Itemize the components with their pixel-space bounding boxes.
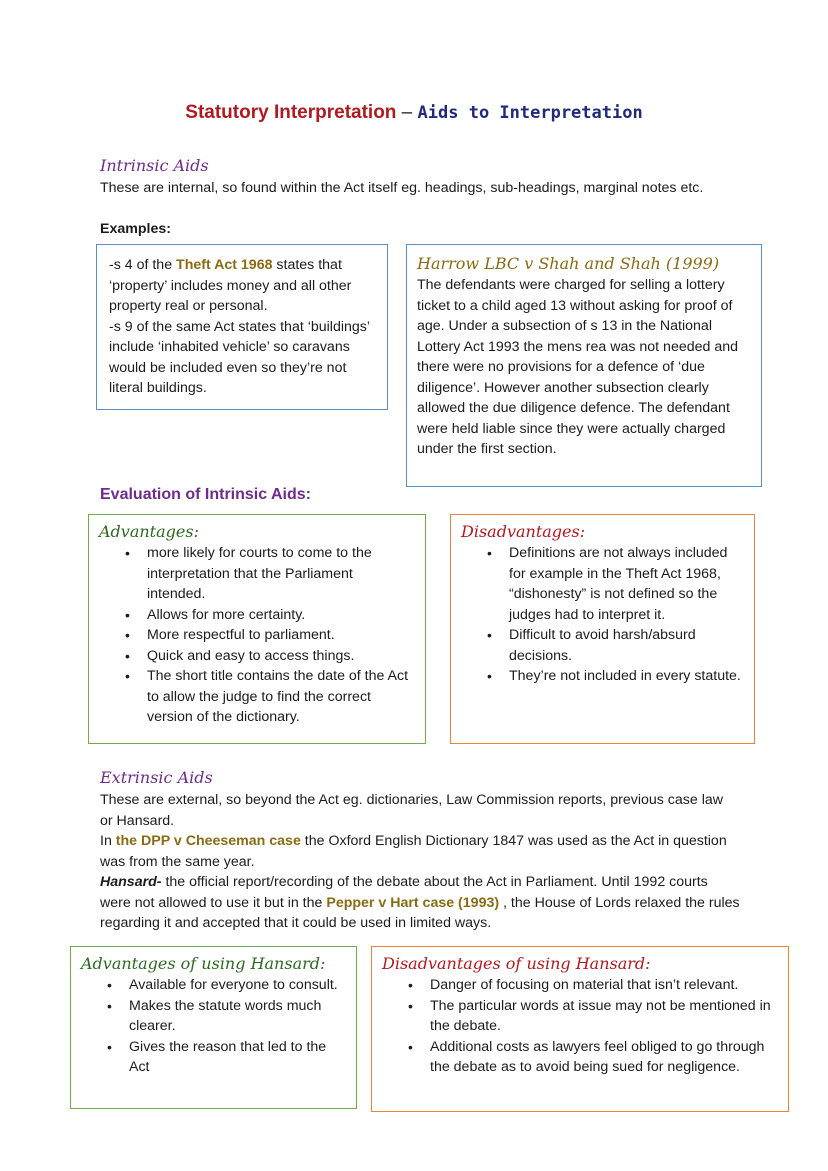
hansard-disadvantages-box <box>371 946 789 1112</box>
list-item: • Difficult to avoid harsh/absurd decisions. <box>461 625 744 666</box>
title-part2: Aids to Interpretation <box>417 103 643 123</box>
s4-suffix: states that ‘property’ includes money and all other property real or personal. <box>109 257 352 314</box>
list-item: • More respectful to parliament. <box>99 625 415 646</box>
hansard-term: Hansard- <box>100 874 162 890</box>
hansard-paragraph <box>100 872 740 934</box>
example-box-theft-act <box>96 244 388 410</box>
list-item: • Available for everyone to consult. <box>81 975 346 996</box>
hansard-definition: the official report/recording of the debate about the Act in Parliament. Until 1992 courts were not allowed to use it but in the <box>100 874 708 911</box>
example-box-harrow-case <box>406 244 762 487</box>
list-item: • Danger of focusing on material that isn’t relevant. <box>382 975 778 996</box>
page-title <box>0 102 828 124</box>
pepper-hart-case-reference: Pepper v Hart case (1993) <box>326 894 500 911</box>
s4-prefix: -s 4 of the <box>109 257 177 273</box>
cheeseman-paragraph <box>100 831 730 872</box>
hansard-suffix: , the House of Lords relaxed the rules regarding it and accepted that it could be used in limited ways. <box>100 894 740 931</box>
intrinsic-advantages-heading: Advantages: <box>99 522 199 541</box>
cheeseman-suffix: the Oxford English Dictionary 1847 was used as the Act in question was from the same year. <box>100 833 727 870</box>
hansard-advantages-box <box>70 946 357 1109</box>
title-dash: – <box>396 102 418 123</box>
list-item: • They’re not included in every statute. <box>461 666 744 687</box>
list-item: • Allows for more certainty. <box>99 605 415 626</box>
list-item: • Quick and easy to access things. <box>99 646 415 667</box>
title-part1: Statutory Interpretation <box>185 102 397 123</box>
intrinsic-advantages-list <box>99 543 415 728</box>
intrinsic-intro: These are internal, so found within the Act itself eg. headings, sub-headings, marginal notes etc. <box>100 180 704 196</box>
intrinsic-heading: Intrinsic Aids <box>100 156 209 175</box>
harrow-case-heading: Harrow LBC v Shah and Shah (1999) <box>417 254 720 273</box>
list-item: • The particular words at issue may not be mentioned in the debate. <box>382 996 778 1037</box>
hansard-advantages-list <box>81 975 346 1078</box>
list-item: • Additional costs as lawyers feel obliged to go through the debate as to avoid being sued for negligence. <box>382 1037 778 1078</box>
intrinsic-disadvantages-box <box>450 514 755 744</box>
cheeseman-prefix: In <box>100 833 116 849</box>
theft-act-reference: Theft Act 1968 <box>176 257 273 273</box>
evaluation-heading: Evaluation of Intrinsic Aids: <box>100 486 311 503</box>
extrinsic-heading: Extrinsic Aids <box>100 768 213 787</box>
extrinsic-intro: These are external, so beyond the Act eg. dictionaries, Law Commission reports, previous case law or Hansard. <box>100 792 723 829</box>
list-item: • more likely for courts to come to the interpretation that the Parliament intended. <box>99 543 415 605</box>
list-item: • The short title contains the date of the Act to allow the judge to find the correct version of the dictionary. <box>99 666 415 728</box>
list-item: • Definitions are not always included for example in the Theft Act 1968, “dishonesty” is not defined so the judges had to interpret it. <box>461 543 744 625</box>
harrow-case-body: The defendants were charged for selling a lottery ticket to a child aged 13 without asking for proof of age. Under a subsection of s 13 in the National Lottery Act 1993 the mens rea was not needed and there were no provisions for a defence of ‘due diligence’. However another subsection clearly allowed the due diligence defence. The defendant were held liable since they were actually charged under the first section. <box>417 277 739 457</box>
hansard-disadvantages-list <box>382 975 778 1078</box>
cheeseman-case-reference: the DPP v Cheeseman case <box>115 833 301 849</box>
hansard-disadvantages-heading: Disadvantages of using Hansard: <box>382 954 651 973</box>
list-item: • Makes the statute words much clearer. <box>81 996 346 1037</box>
examples-label: Examples: <box>100 221 171 237</box>
intrinsic-disadvantages-heading: Disadvantages: <box>461 522 586 541</box>
theft-act-s9-text: -s 9 of the same Act states that ‘buildings’ include ‘inhabited vehicle’ so caravans would be included even so they’re not literal buildings. <box>109 318 370 396</box>
theft-act-s4-text <box>109 255 377 317</box>
hansard-advantages-heading: Advantages of using Hansard: <box>81 954 326 973</box>
list-item: • Gives the reason that led to the Act <box>81 1037 346 1078</box>
intrinsic-disadvantages-list <box>461 543 744 687</box>
intrinsic-advantages-box <box>88 514 426 744</box>
